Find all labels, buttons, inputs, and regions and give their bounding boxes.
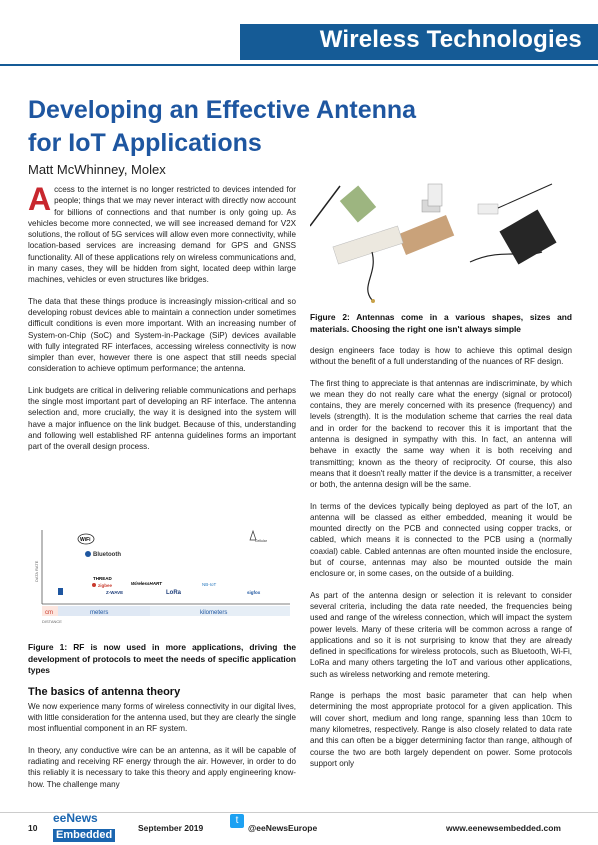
article-title: Developing an Effective Antenna for IoT Applications <box>28 96 417 157</box>
intro-paragraph <box>28 181 296 286</box>
range-meters: meters <box>90 610 109 616</box>
range-kilometers: kilometers <box>200 610 228 616</box>
bluetooth-icon <box>85 551 91 557</box>
section-header <box>0 14 598 72</box>
header-rule <box>0 64 598 66</box>
protocol-bluetooth: Bluetooth <box>93 552 121 558</box>
right-paragraph-5: Range is perhaps the most basic parameter that can help when determining the most appropriate protocol for a given application. This will cover short, medium and long range, spanning less than 10cm to many kilometres, respectively. Range is also closely related to data rate and this can often be a bigger determining factor than range, although of course the two are both largely dependent on power. Some protocols support only <box>310 691 572 768</box>
nfc-icon <box>58 588 63 595</box>
paragraph-3: Link budgets are critical in delivering reliable communications and perhaps the single most important part of developing an RF interface. The antenna selection and, more crucially, the way it is designed into the system will have a major influence on the link budget. Because of this, understanding and following well established RF antenna guidelines forms an important part of the overall design process. <box>28 385 296 452</box>
paragraph-1: ccess to the internet is no longer restricted to devices intended for people; things that we may never interact with directly now account for billions of connections and that number is only going up. As vehicles become more connected, we will see increased demand for V2X solutions, the rollout of 5G services will allow even more connectivity, while location-based services are increasing demand for GPS and GNSS functionality. All of these applications rely on wireless communications and, in many cases, they will be hidden from sight, located deep within large machines, vehicles or even structures like bridges. <box>28 185 296 285</box>
protocol-thread: THREAD <box>93 576 112 581</box>
figure-1-caption: Figure 1: RF is now used in more applications, driving the development of protocols to meet the needs of specific application types <box>28 642 296 675</box>
right-paragraph-3: In terms of the devices typically being deployed as part of the IoT, an antenna will be classed as either embedded, meaning it would be mounted directly on the PCB and connected using copper tracks, or cabled, which means it is connected to the PCB using a (normally coaxial) cable. Cabled antennas are often mounted inside the enclosure, but of course, antennas may also be mounted outside the main enclosure or, in some cases, on the outside of a building. <box>310 501 572 579</box>
paragraph-4: We now experience many forms of wireless connectivity in our digital lives, with little consideration for the antenna used, but they are clearly the single most influential component in an RF system. <box>28 701 296 734</box>
twitter-handle[interactable]: @eeNewsEurope <box>248 823 318 833</box>
paragraph-5: In theory, any conductive wire can be an antenna, as it will be capable of radiating and receiving RF energy through the air. However, in order to do this reliably it is necessary to take this theory and apply engineering know-how. The challenge many <box>28 745 296 789</box>
right-column <box>310 312 572 779</box>
website-url[interactable]: www.eenewsembedded.com <box>446 823 561 833</box>
range-cm: cm <box>45 610 53 616</box>
issue-date: September 2019 <box>138 823 204 833</box>
antenna-green-pcb <box>340 186 376 223</box>
protocol-zwave: Z-WAVE <box>106 590 124 595</box>
protocol-cellular: Cellular <box>255 539 267 543</box>
antenna-chip-upright <box>428 184 442 206</box>
twitter-icon[interactable]: t <box>230 814 244 828</box>
right-paragraph-4: As part of the antenna design or selection it is relevant to consider several criteria, including the data rate needed, the frequencies being used and range of the wireless connection, which will impact the system power levels. Many of these criteria will be common across a range of applications and so it is not surprising to know that they are already defined in specifications for wireless protocols, such as Bluetooth, Wi-Fi, LoRa and many others targeting the IoT and various other applications, such as wireless networking and remote metering. <box>310 590 572 679</box>
logo-bottom-text: Embedded <box>53 829 115 842</box>
drop-cap: A <box>28 181 52 217</box>
antenna-flex-tan <box>398 215 454 255</box>
right-paragraph-1: design engineers face today is how to achieve this optimal design without the benefit of a full understanding of the nuances of RF design. <box>310 346 572 367</box>
paragraph-2: The data that these things produce is increasingly mission-critical and so developing robust devices able to maintain a connection under sometimes difficult conditions is even more important. With an increasing number of System-on-Chip (SoC) and System-in-Package (SiP) devices available with fully integrated RF interfaces, accessing wireless connectivity is now simpler than ever, however there is one aspect that still needs special consideration to achieve optimum performance; the antenna. <box>28 296 296 374</box>
figure-2-antenna-photo <box>310 178 572 308</box>
article-author: Matt McWhinney, Molex <box>28 162 166 177</box>
protocol-zigbee: zigbee <box>98 583 113 588</box>
protocol-wifi: WiFi <box>80 537 91 543</box>
zigbee-icon <box>92 583 96 587</box>
y-axis-label: DATA RATE <box>34 560 39 582</box>
protocol-wirelesshart: WirelessHART <box>131 581 162 586</box>
section-title: Wireless Technologies <box>319 26 582 53</box>
eenews-logo <box>53 812 115 840</box>
protocol-nbiot: NB-IoT <box>202 582 217 587</box>
figure-1-protocol-chart <box>28 522 296 637</box>
protocol-lora: LoRa <box>166 590 181 596</box>
figure-2-caption: Figure 2: Antennas come in a various shapes, sizes and materials. Choosing the right one isn't always simple <box>310 312 572 334</box>
left-column <box>28 181 296 463</box>
antenna-flex-black <box>499 210 556 265</box>
subheading-antenna-basics: The basics of antenna theory <box>28 685 181 698</box>
page-number: 10 <box>28 823 38 833</box>
x-axis-label: DISTANCE <box>42 619 62 624</box>
antenna-flex-white <box>333 226 403 264</box>
right-paragraph-2: The first thing to appreciate is that antennas are indiscriminate, by which we mean they do not really care what the energy (signal or protocol) contains, they are merely concerned with its presence (frequency) and levels (strength). It is the modulation scheme that carries the real data and in order for the backend to recover this it is important that the antenna is designed in sympathy with this. In fact, an antenna will behave in exactly the same way when it is both receiving and transmitting; known as the theory of reciprocity. Of course, this also means that it doesn't really matter if the device is a transmitter, a receiver or both, the antenna design will be the same. <box>310 378 572 490</box>
logo-top-text: eeNews <box>53 811 98 825</box>
left-column-lower <box>28 642 296 800</box>
protocol-sigfox: sigfox <box>247 590 261 595</box>
